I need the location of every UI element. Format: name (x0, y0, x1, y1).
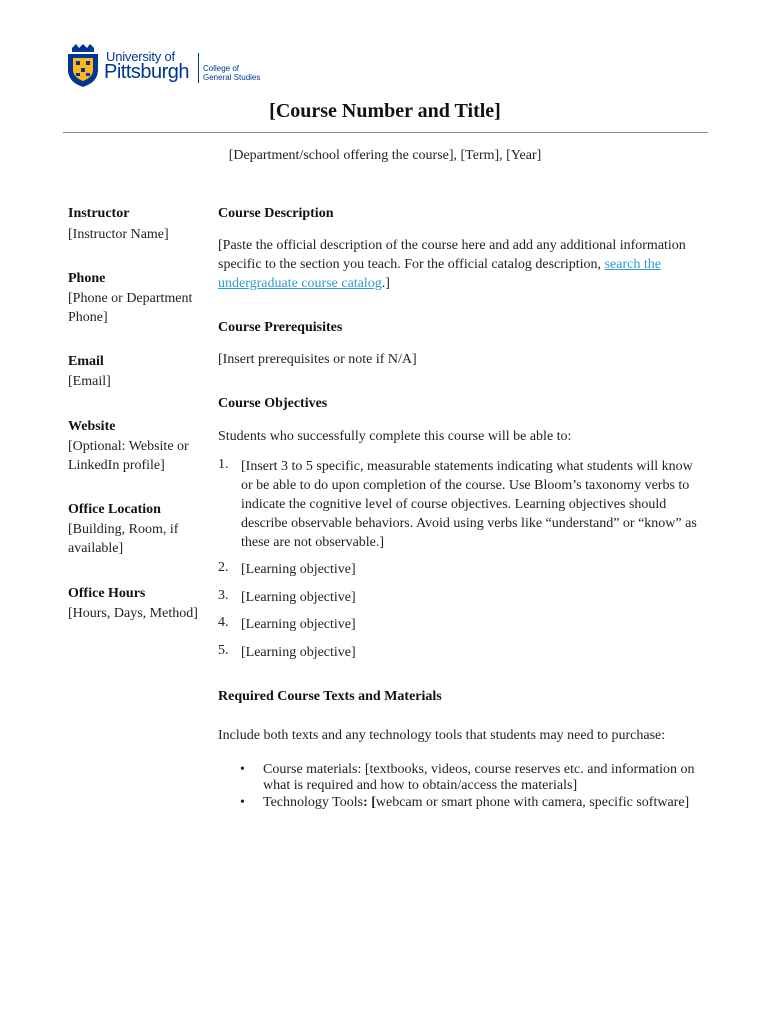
page-title: [Course Number and Title] (269, 100, 501, 122)
pitt-shield-icon (66, 44, 100, 88)
logo-college-line1: College of (203, 64, 240, 73)
bullet-icon: • (240, 795, 245, 810)
materials-item (263, 795, 703, 811)
logo-university-of: University of (106, 49, 175, 64)
materials-item-text: webcam or smart phone with camera, specific software] (375, 795, 690, 810)
materials-item (263, 762, 703, 794)
course-description-text (218, 236, 698, 293)
phone-label: Phone (68, 271, 106, 286)
objective-number: 2. (218, 560, 229, 575)
phone-value: [Phone or Department Phone] (68, 291, 193, 325)
prerequisites-text: [Insert prerequisites or note if N/A] (218, 352, 417, 367)
objectives-heading: Course Objectives (218, 396, 328, 411)
instructor-label: Instructor (68, 206, 130, 221)
office-location-label: Office Location (68, 502, 161, 517)
email-value: [Email] (68, 374, 111, 389)
course-description-end: .] (381, 276, 390, 291)
logo-college-line2: General Studies (203, 73, 261, 82)
objective-item: [Learning objective] (241, 590, 356, 605)
prerequisites-heading: Course Prerequisites (218, 320, 343, 335)
materials-item-lead: Course materials: (263, 762, 365, 777)
catalog-link[interactable]: search the undergraduate course catalog (218, 257, 661, 291)
objective-number: 4. (218, 615, 229, 630)
logo-pittsburgh: Pittsburgh (104, 61, 190, 83)
website-label: Website (68, 419, 116, 434)
objective-item: [Learning objective] (241, 617, 356, 632)
course-description-body: [Paste the official description of the course here and add any additional information specific to the section you teach. For the official catalog description, (218, 238, 686, 272)
objectives-intro: Students who successfully complete this course will be able to: (218, 429, 572, 444)
email-label: Email (68, 354, 104, 369)
objective-number: 1. (218, 457, 229, 472)
course-description-heading: Course Description (218, 206, 334, 221)
page-subtitle: [Department/school offering the course], [Term], [Year] (228, 148, 542, 163)
materials-heading: Required Course Texts and Materials (218, 689, 442, 704)
materials-intro: Include both texts and any technology tools that students may need to purchase: (218, 728, 666, 743)
logo-college (203, 64, 260, 82)
university-logo (66, 44, 266, 92)
objective-item: [Learning objective] (241, 645, 356, 660)
logo-divider (198, 53, 199, 83)
objective-number: 5. (218, 643, 229, 658)
materials-item-colon: : [ (363, 795, 376, 810)
office-hours-label: Office Hours (68, 586, 146, 601)
objective-item: [Learning objective] (241, 562, 356, 577)
objective-number: 3. (218, 588, 229, 603)
office-hours-value: [Hours, Days, Method] (68, 606, 198, 621)
website-value: [Optional: Website or LinkedIn profile] (68, 439, 189, 473)
materials-item-lead: Technology Tools (263, 795, 364, 810)
title-divider (63, 132, 708, 133)
objective-item: [Insert 3 to 5 specific, measurable statements indicating what students will know or be able to do upon completion of the course. Use Bloom’s taxonomy verbs to indicate the cognitive level of course objectives. Learning objectives should describe observable behaviors. Avoid using verbs like “understand” or “know” as these are not observable.] (241, 459, 697, 550)
materials-item-text: [textbooks, videos, course reserves etc. and information on what is required and how to obtain/access the materials] (263, 762, 695, 793)
office-location-value: [Building, Room, if available] (68, 522, 179, 556)
instructor-value: [Instructor Name] (68, 227, 169, 242)
bullet-icon: • (240, 762, 245, 777)
